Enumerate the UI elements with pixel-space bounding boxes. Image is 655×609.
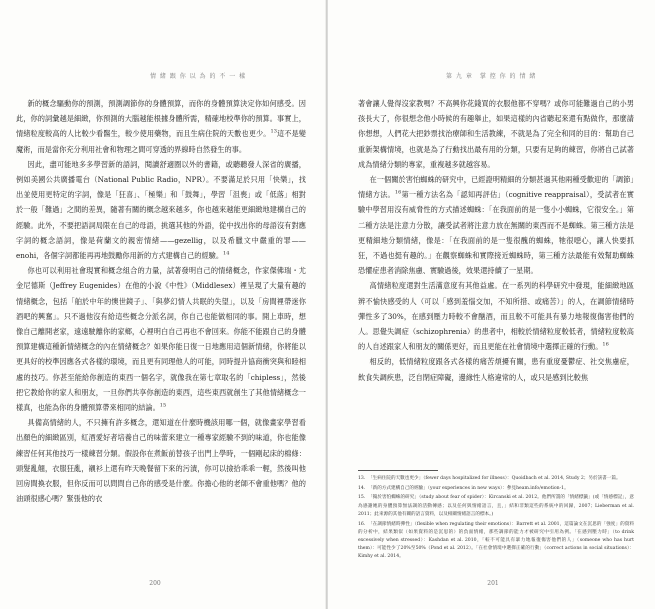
- footnote-text: 「在調節情緒時彈性」（flexible when regulating their emotions）：Barrett et al. 2001，這篇論文在沉思的「強度」的資料的分析中，結果類似（如果資料的是沉思的）的負面情緒，那些調節的能力才被研究中引用為例。「在感到壓力時」（to drink excessively when stressed）：Kashdan et al. 2010，「較不可能具有暴力地報復傷害他們的人」（someone who has hurt them）：可能性少了20%至50%（Pond et al. 2012）。「在社會情境中選擇正確的行動」（correct actions in social situations）：Kimhy et al. 2014。: [358, 521, 634, 560]
- left-page: [0, 0, 327, 609]
- paragraph: [358, 96, 634, 172]
- footnote-number: 13.: [358, 476, 366, 481]
- footnote-ref[interactable]: 16: [394, 189, 402, 196]
- running-head-left: 情 緒 跟 你 以 為 的 不 一 樣: [150, 73, 247, 80]
- footnote-text: 「生病住院的天數也更少」（fewer days hospitalized for illness）：Quoidbach et al. 2014, Study 2；另於該書一篇。: [368, 476, 621, 481]
- paragraph: [358, 278, 634, 354]
- footnote: [358, 485, 634, 493]
- footnote-ref[interactable]: 14: [223, 250, 230, 257]
- footnote-ref[interactable]: 16: [602, 341, 609, 348]
- paragraph-text-tail: 第一種方法名為「認知再評估」（cognitive reappraisal），受試者在實驗中學習用沒有威脅性的方式描述蜘蛛：「在我面前的是一隻小小蜘蛛，它很安全。」第二種方法是注意力分散，讓受試者將注意力放在無關的東西而不是蜘蛛。第三種方法是更精細地分類情緒，像是：「在我面前的是一隻很醜的蜘蛛，牠很噁心，讓人快要抓狂，不過也挺有趣的。」在觀察蜘蛛和實際接近蜘蛛時，第三種方法最能有效幫助蜘蛛恐懼症患者消除焦慮、實驗過後，效果還持續了一星期。: [358, 190, 634, 276]
- paragraph-text: 在一個關於害怕蜘蛛的研究中，已經證明精細的分類甚過其他兩種受歡迎的「調節」情緒方法。: [358, 175, 634, 200]
- paragraph: [16, 415, 306, 506]
- running-head-right: 第 九 章 掌 控 你 的 情 緒: [446, 73, 537, 80]
- footnote-divider: [358, 470, 438, 471]
- footnote-number: 14.: [358, 485, 366, 491]
- left-body-text: [16, 96, 306, 506]
- footnote-ref[interactable]: 15: [159, 402, 167, 409]
- footnote-text: 「獨於害怕蜘蛛的研究」（study about fear of spider）：Kircanski et al. 2012。他們所謂的「情緒標籤」(或「情感標記」，意為感謝她的身體預算無法調的活動傳感；以及任何與情緒語言，且，」結和非類這些的系統中的回歸，2007；Lieberman et al. 2011；此來源的其他有關的語言資料，以及相關情緒語言的標本。): [358, 495, 634, 517]
- footnote-text: 「新的方式建構自己的經驗」（your experiences in new ways）：參見heam.info/emotion-1。: [368, 485, 569, 491]
- footnote-number: 15.: [358, 495, 366, 501]
- paragraph-text-tail: 這不是變魔術，而是當你充分利用社會和物理之間可穿透的界線時自然發生的事。: [16, 129, 306, 154]
- footnote: [358, 494, 634, 519]
- paragraph-text: 你也可以利用社會現實和概念組合的力量，試著發明自己的情緒概念，作家傑佛瑞・尤金尼德斯（Jeffrey Eugenides）在他的小說《中性》（Middlesex）裡呈現了大量有趣的情緒概念，包括「舶於中年的懊世鏡子」、「與夢幻情人共眠的失望」，以及「房間裡帶迷你酒吧的興奮」。只不過他沒有給這些概念分派名詞，你自己也能做相同的事。開上車時，想像自己離開老家，遠遠駛離你的家鄉，心裡明白自己再也不會回來。你能不能跟自己的身體預算建構這種新情緒概念的內在情緒概念？如果你能日復一日地應用這個新情緒，你將能以更具好的校準因應各式各樣的環境，而且更有同理他人的可能，同時提升協商衝突與和睦相處的技巧。你甚至能給你創造的東西一個名字，就像我在第七章取名的「chipless」，然後把它教給你的家人和朋友，一旦你們共享你創造的東西，這些東西就創生了其他情緒概念一樣真，也能為你的身體預算帶來相同的結論。: [16, 266, 306, 413]
- paragraph-text: 具備高情緒的人，不只擁有許多概念，還知道在什麼時機該用哪一個，就像畫家學習看出顏色的細緻區別，紅酒愛好者培養自己的味蕾來建立一種專家經驗不到的味道，你也能像練習任何其他技巧一樣練習分類。假設你在煮飯前替孩子出門上學時，一個剛起床的棉條：頭髮亂翹，衣服狂亂，襯衫上還有昨天晚餐留下來的污漬，你可以撿拾乖乖一輕，然後叫他回房間換衣服，但你反而可以問問自己你的感受是什麼。你擔心他的老師不會重他嗎？他的油頭很感心嗎？緊張他的衣: [16, 418, 306, 504]
- footnote-number: 16.: [358, 521, 366, 527]
- paragraph: [16, 157, 306, 263]
- paragraph-text: 新的概念驅動你的預測，預測調節你的身體預算，而你的身體預算決定你如何感受。因此，你的詞彙越是細緻，你預測的大腦越能根據身體所需，精確地校準你的預算。事實上，情緒粒度較高的人比較少看醫生，較少使用藥物，而且生病住院的天數也更少。: [16, 99, 306, 139]
- paragraph: [358, 172, 634, 278]
- right-page: [328, 0, 655, 609]
- footnote-ref[interactable]: 13: [270, 129, 277, 136]
- paragraph: [358, 354, 634, 384]
- footnote: [358, 521, 634, 562]
- page-number-right: 201: [487, 580, 499, 587]
- paragraph-text: 高情緒粒度還對生活滿意度有其他益處。在一系列的科學研究中發現，能細緻地區辨不愉快感受的人（可以「感到羞惱交加，不知所措、或痛苦）」的人，在調節情緒時彈性多了30%，在感到壓力時較不會酗酒，而且較不可能具有暴力地報復傷害他們的人。思覺失調症（schizophrenia）的患者中，相較於情緒粒度較低者，情緒粒度較高的人自述跟家人和朋友的關係更好，而且更能在社會情境中選擇正確的行動。: [358, 281, 634, 352]
- paragraph-text: 著會讓人覺得沒家教嗎？不高興你花錢買的衣服他都不穿嗎？或你可能難過自己的小男孩長大了，你很想念他小時候的有趣舉止，如果這樣的內省聽起來還有點做作，那麼請你想想，人們花大把鈔票找治療師和生活教練，不就是為了完全和同的目的：幫助自己重新架構情境，也就是為了行動找出最有用的分類，只要有足夠的練習，你將自己試著成為情緒分類的專家，重複越多就越容易。: [358, 99, 634, 169]
- footnote: [358, 475, 634, 483]
- paragraph: [16, 96, 306, 157]
- paragraph-text: 相反的，低情緒粒度跟各式各樣的痛苦煩擾有關，患有重度憂鬱症、社交焦慮症，飲食失調疾患，泛自閉症障礙，邊緣性人格違常的人，或只是感到比較焦: [358, 357, 634, 382]
- paragraph: [16, 263, 306, 415]
- page-number-left: 200: [149, 580, 161, 587]
- paragraph-text: 因此，盡可能地多多學習新的語詞，閱讀舒適圈以外的書籍，或聽聽發人深省的廣播，例如美國公共廣播電台（National Public Radio，NPR）。不要滿足於只用「快樂」，找出並使用更特定的字詞，像是「狂喜」、「極樂」和「鼓舞」，學習「沮喪」或「低落」相對於一般「難過」之間的差異，隨著有關的概念越來越多，你也越來越能更細緻地建構自己的經驗。此外，不要把語詞局限在自己的母語，挑選其他的外語，從中找出你的母語沒有對應字詞的概念語詞，像是荷蘭文的親密情緒——gezellig，以及希臘文中嚴重的罪——enohi，各個字詞都能再再地鼓勵你用新的方式建構自己的經驗。: [16, 159, 306, 261]
- footnotes: [358, 475, 634, 563]
- right-body-text: [358, 96, 634, 385]
